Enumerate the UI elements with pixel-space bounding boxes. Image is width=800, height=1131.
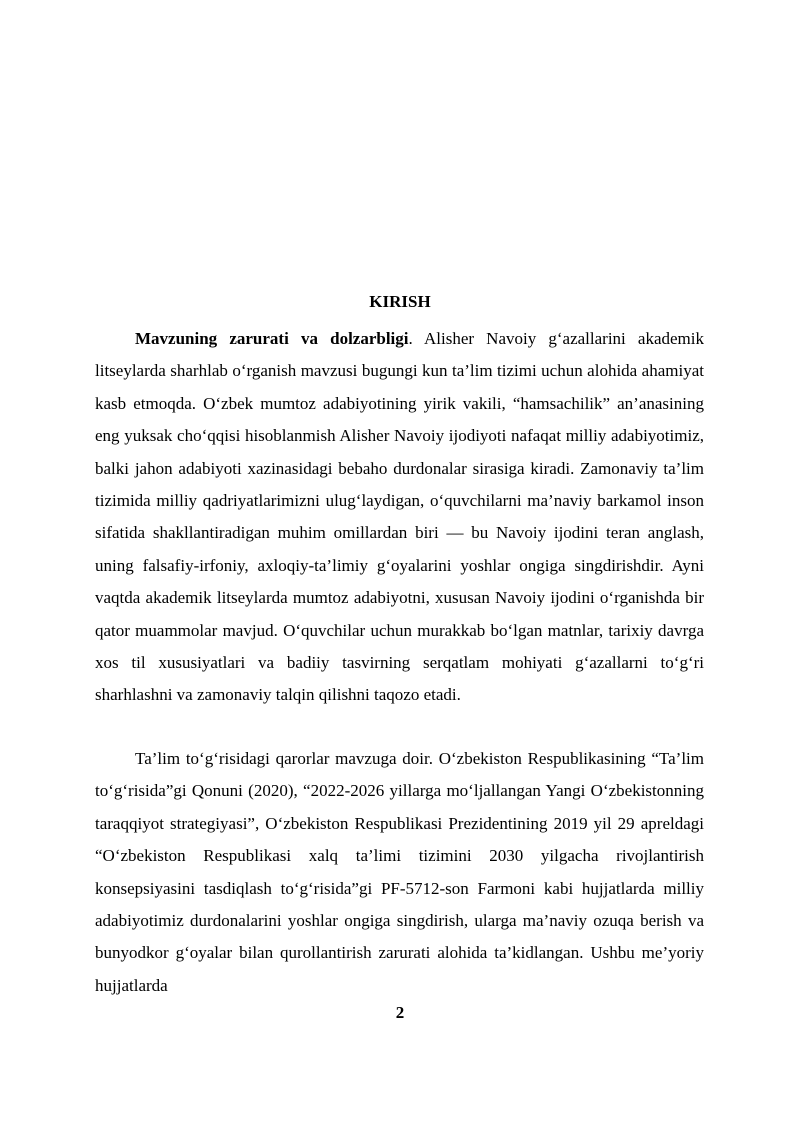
paragraph-1-text xyxy=(95,323,704,712)
paragraph-1-body: Alisher Navoiy g‘azallarini akademik litseylarda sharhlab o‘rganish mavzusi bugungi kun ta’lim tizimi uchun alohida ahamiyat kasb etmoqda. O‘zbek mumtoz adabiyotining yirik vakili, “hamsachilik” an’anasining eng yuksak cho‘qqisi hisoblanmish Alisher Navoiy ijodiyoti nafaqat milliy adabiyotimiz, balki jahon adabiyoti xazinasidagi bebaho durdonalar sirasiga kiradi. Zamonaviy ta’lim tizimida milliy qadriyatlarimizni ulug‘laydigan, o‘quvchilarni ma’naviy barkamol inson sifatida shakllantiradigan muhim omillardan biri — bu Navoiy ijodini teran anglash, uning falsafiy-irfoniy, axloqiy-ta’limiy g‘oyalarini yoshlar ongiga singdirishdir. Ayni vaqtda akademik litseylarda mumtoz adabiyotni, xususan Navoiy ijodini o‘rganishda bir qator muammolar mavjud. O‘quvchilar uchun murakkab bo‘lgan matnlar, tarixiy davrga xos til xususiyatlari va badiiy tasvirning serqatlam mohiyati g‘azallarni to‘g‘ri sharhlashni va zamonaviy talqin qilishni taqozo etadi. xyxy=(95,329,705,705)
paragraph-lead: Mavzuning zarurati va dolzarbligi xyxy=(135,329,409,348)
paragraph-lead-punct: . xyxy=(408,329,413,348)
section-heading: KIRISH xyxy=(369,292,431,311)
paragraph-2-text: Ta’lim to‘g‘risidagi qarorlar mavzuga doir. O‘zbekiston Respublikasining “Ta’lim to‘g‘risida”gi Qonuni (2020), “2022-2026 yillarga mo‘ljallangan Yangi O‘zbekistonning taraqqiyot strategiyasi”, O‘zbekiston Respublikasi Prezidentining 2019 yil 29 apreldagi “O‘zbekiston Respublikasi xalq ta’limi tizimini 2030 yilgacha rivojlantirish konsepsiyasini tasdiqlash to‘g‘risida”gi PF-5712-son Farmoni kabi hujjatlarda milliy adabiyotimiz durdonalarini yoshlar ongiga singdirish, ularga ma’naviy ozuqa berish va bunyodkor g‘oyalar bilan qurollantirish zarurati alohida ta’kidlangan. Ushbu me’yoriy hujjatlarda xyxy=(95,749,704,995)
page-number: 2 xyxy=(395,1003,405,1022)
paragraph-relevance xyxy=(95,323,704,712)
paragraph-education-decrees xyxy=(95,743,704,1002)
